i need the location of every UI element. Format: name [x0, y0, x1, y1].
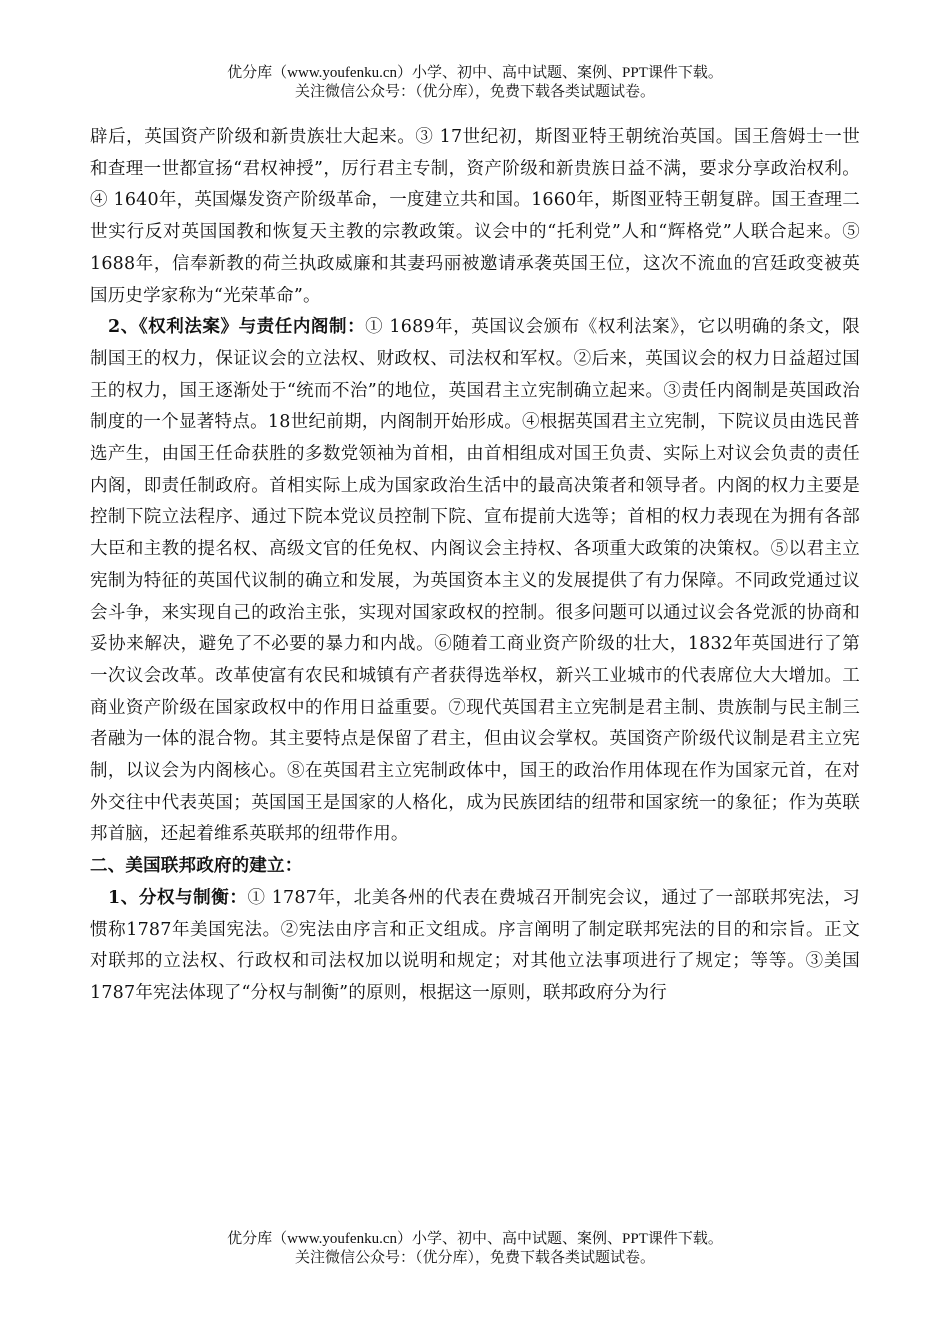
header-line-1: 优分库（www.youfenku.cn）小学、初中、高中试题、案例、PPT课件下载。 — [227, 65, 723, 81]
paragraph-3-text: ① 1787年，北美各州的代表在费城召开制宪会议，通过了一部联邦宪法，习惯称1787年美国宪法。②宪法由序言和正文组成。序言阐明了制定联邦宪法的目的和宗旨。正文对联邦的立法权、行政权和司法权加以说明和规定；对其他立法事项进行了规定；等等。③美国1787年宪法体现了“分权与制衡”的原则，根据这一原则，联邦政府分为行 — [90, 887, 861, 1003]
document-body — [90, 122, 860, 1010]
footer-line-2: 关注微信公众号：（优分库），免费下载各类试题试卷。 — [294, 1250, 655, 1266]
paragraph-1: 辟后，英国资产阶级和新贵族壮大起来。③ 17世纪初，斯图亚特王朝统治英国。国王詹姆士一世和查理一世都宣扬“君权神授”，厉行君主专制，资产阶级和新贵族日益不满，要求分享政治权利。④ 1640年，英国爆发资产阶级革命，一度建立共和国。1660年，斯图亚特王朝复辟。国王查理二世实行反对英国国教和恢复天主教的宗教政策。议会中的“托利党”人和“辉格党”人联合起来。⑤ 1688年，信奉新教的荷兰执政威廉和其妻玛丽被邀请承袭英国王位，这次不流血的宫廷政变被英国历史学家称为“光荣革命”。 — [90, 127, 860, 306]
section-2-heading: 二、美国联邦政府的建立： — [90, 856, 303, 877]
page-header — [0, 64, 950, 102]
footer-line-1: 优分库（www.youfenku.cn）小学、初中、高中试题、案例、PPT课件下载。 — [227, 1231, 723, 1247]
paragraph-2-text: ① 1689年，英国议会颁布《权利法案》，它以明确的条文，限制国王的权力，保证议会的立法权、财政权、司法权和军权。②后来，英国议会的权力日益超过国王的权力，国王逐渐处于“统而不治”的地位，英国君主立宪制确立起来。③责任内阁制是英国政治制度的一个显著特点。18世纪前期，内阁制开始形成。④根据英国君主立宪制，下院议员由选民普选产生，由国王任命获胜的多数党领袖为首相，由首相组成对国王负责、实际上对议会负责的责任内阁，即责任制政府。首相实际上成为国家政治生活中的最高决策者和领导者。内阁的权力主要是控制下院立法程序、通过下院本党议员控制下院、宣布提前大选等；首相的权力表现在为拥有各部大臣和主教的提名权、高级文官的任免权、内阁议会主持权、各项重大政策的决策权。⑤以君主立宪制为特征的英国代议制的确立和发展，为英国资本主义的发展提供了有力保障。不同政党通过议会斗争，来实现自己的政治主张，实现对国家政权的控制。很多问题可以通过议会各党派的协商和妥协来解决，避免了不必要的暴力和内战。⑥随着工商业资产阶级的壮大，1832年英国进行了第一次议会改革。改革使富有农民和城镇有产者获得选举权，新兴工业城市的代表席位大大增加。工商业资产阶级在国家政权中的作用日益重要。⑦现代英国君主立宪制是君主制、贵族制与民主制三者融为一体的混合物。其主要特点是保留了君主，但由议会掌权。英国资产阶级代议制是君主立宪制，以议会为内阁核心。⑧在英国君主立宪制政体中，国王的政治作用体现在作为国家元首，在对外交往中代表英国；英国国王是国家的人格化，成为民族团结的纽带和国家统一的象征；作为英联邦首脑，还起着维系英联邦的纽带作用。 — [90, 317, 860, 845]
paragraph-2 — [90, 312, 860, 851]
page-footer — [0, 1230, 950, 1268]
header-line-2: 关注微信公众号：（优分库），免费下载各类试题试卷。 — [294, 84, 655, 100]
paragraph-3 — [90, 883, 860, 1010]
paragraph-2-heading: 2、《权利法案》与责任内阁制： — [108, 317, 366, 338]
paragraph-3-heading: 1、分权与制衡： — [108, 887, 248, 908]
